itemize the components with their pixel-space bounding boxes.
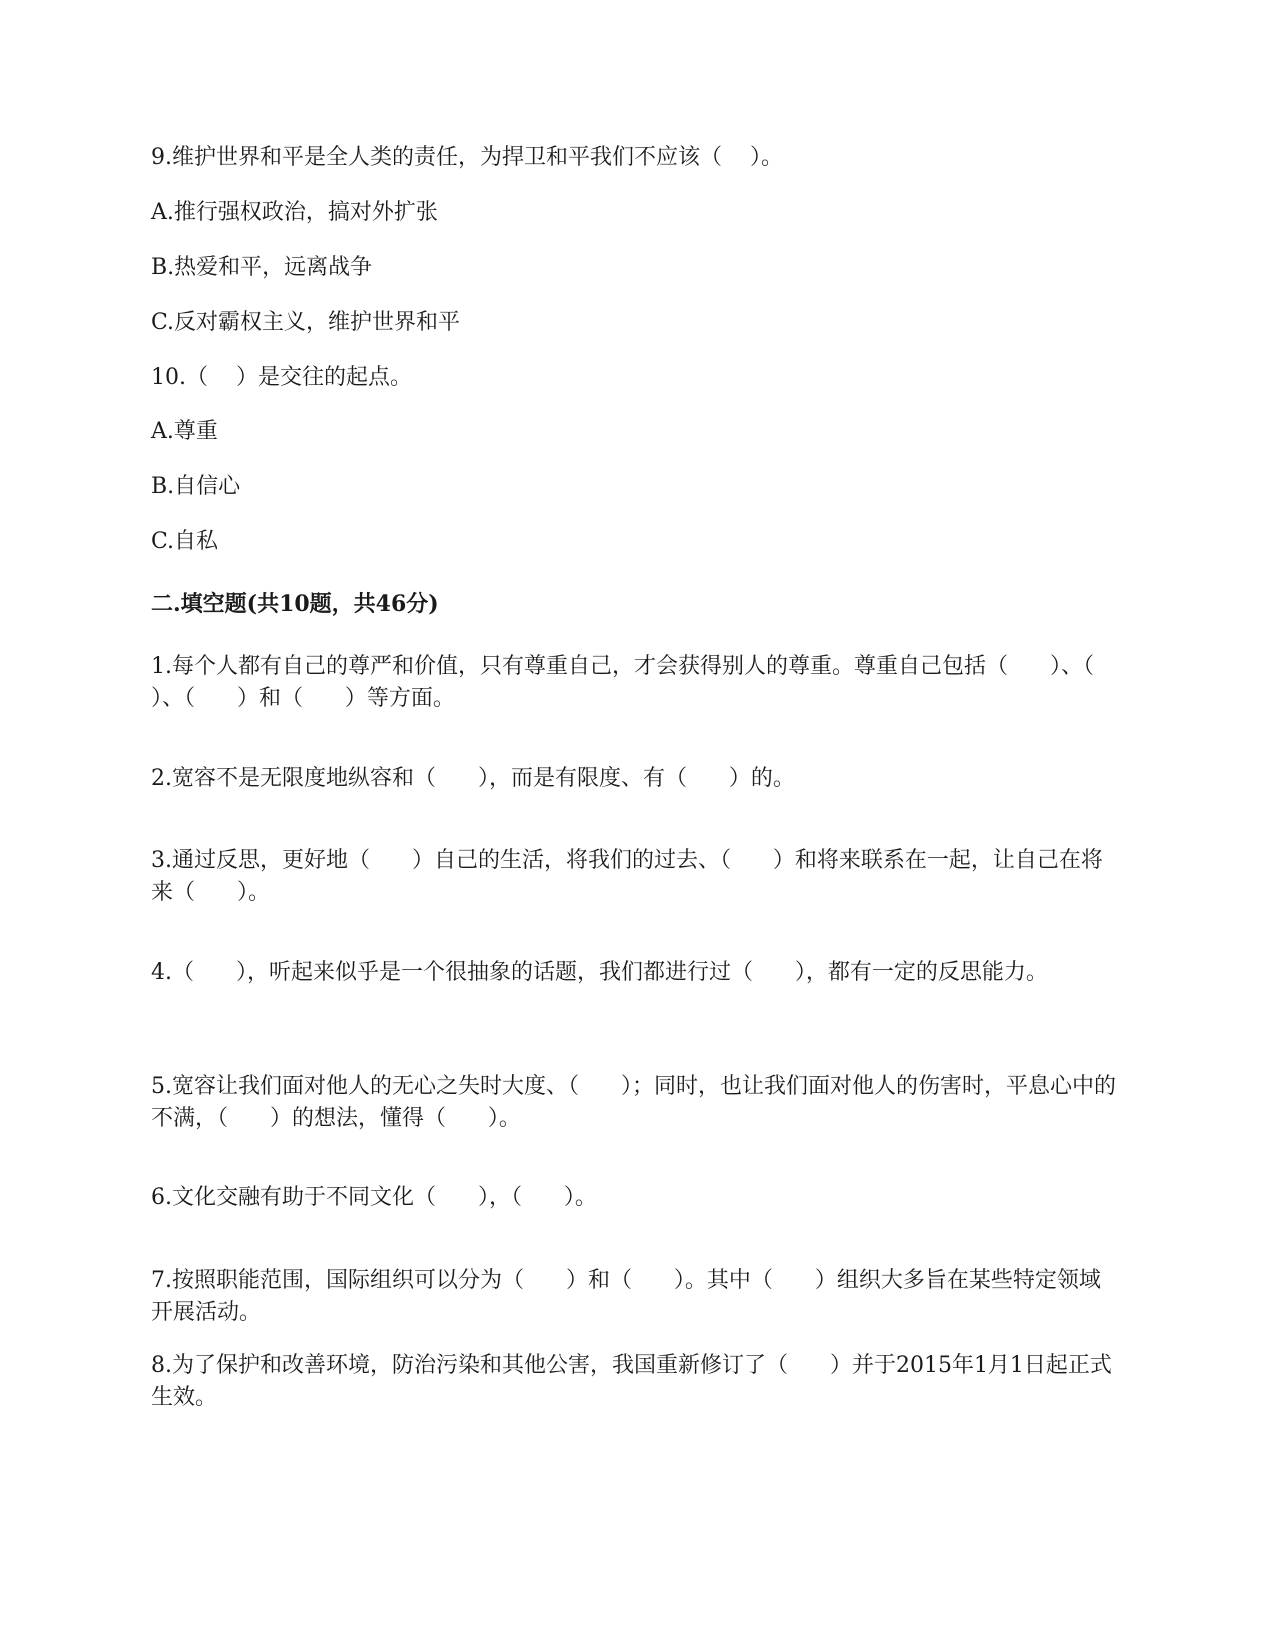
fill-blank-2: 2.宽容不是无限度地纵容和（ ），而是有限度、有（ ）的。: [151, 766, 795, 791]
fill-blank-7: 7.按照职能范围，国际组织可以分为（ ）和（ ）。其中（ ）组织大多旨在某些特定领域开展活动。: [151, 1268, 1101, 1325]
fill-blank-8: 8.为了保护和改善环境，防治污染和其他公害，我国重新修订了（ ）并于2015年1月1日起正式生效。: [151, 1353, 1112, 1410]
question-9: 9.维护世界和平是全人类的责任，为捍卫和平我们不应该（ ）。: [151, 145, 783, 170]
question-10-option-b: B.自信心: [151, 474, 241, 499]
section-heading: 二.填空题(共10题，共46分): [151, 591, 439, 617]
fill-blank-5: 5.宽容让我们面对他人的无心之失时大度、（ ）；同时，也让我们面对他人的伤害时，平息心中的不满，（ ）的想法，懂得（ ）。: [151, 1074, 1116, 1131]
question-9-option-a: A.推行强权政治，搞对外扩张: [151, 200, 438, 225]
fill-blank-3: 3.通过反思，更好地（ ）自己的生活，将我们的过去、（ ）和将来联系在一起，让自己在将来（ ）。: [151, 848, 1103, 905]
fill-blank-1: 1.每个人都有自己的尊严和价值，只有尊重自己，才会获得别人的尊重。尊重自己包括（ ）、（ ）、（ ）和（ ）等方面。: [151, 654, 1136, 711]
question-10: 10.（ ）是交往的起点。: [151, 365, 412, 390]
question-9-option-b: B.热爱和平，远离战争: [151, 255, 373, 280]
question-10-option-a: A.尊重: [151, 419, 218, 444]
question-9-option-c: C.反对霸权主义，维护世界和平: [151, 310, 461, 335]
question-10-option-c: C.自私: [151, 529, 219, 554]
fill-blank-4: 4.（ ），听起来似乎是一个很抽象的话题，我们都进行过（ ），都有一定的反思能力。: [151, 960, 1048, 985]
fill-blank-6: 6.文化交融有助于不同文化（ ），（ ）。: [151, 1185, 597, 1210]
